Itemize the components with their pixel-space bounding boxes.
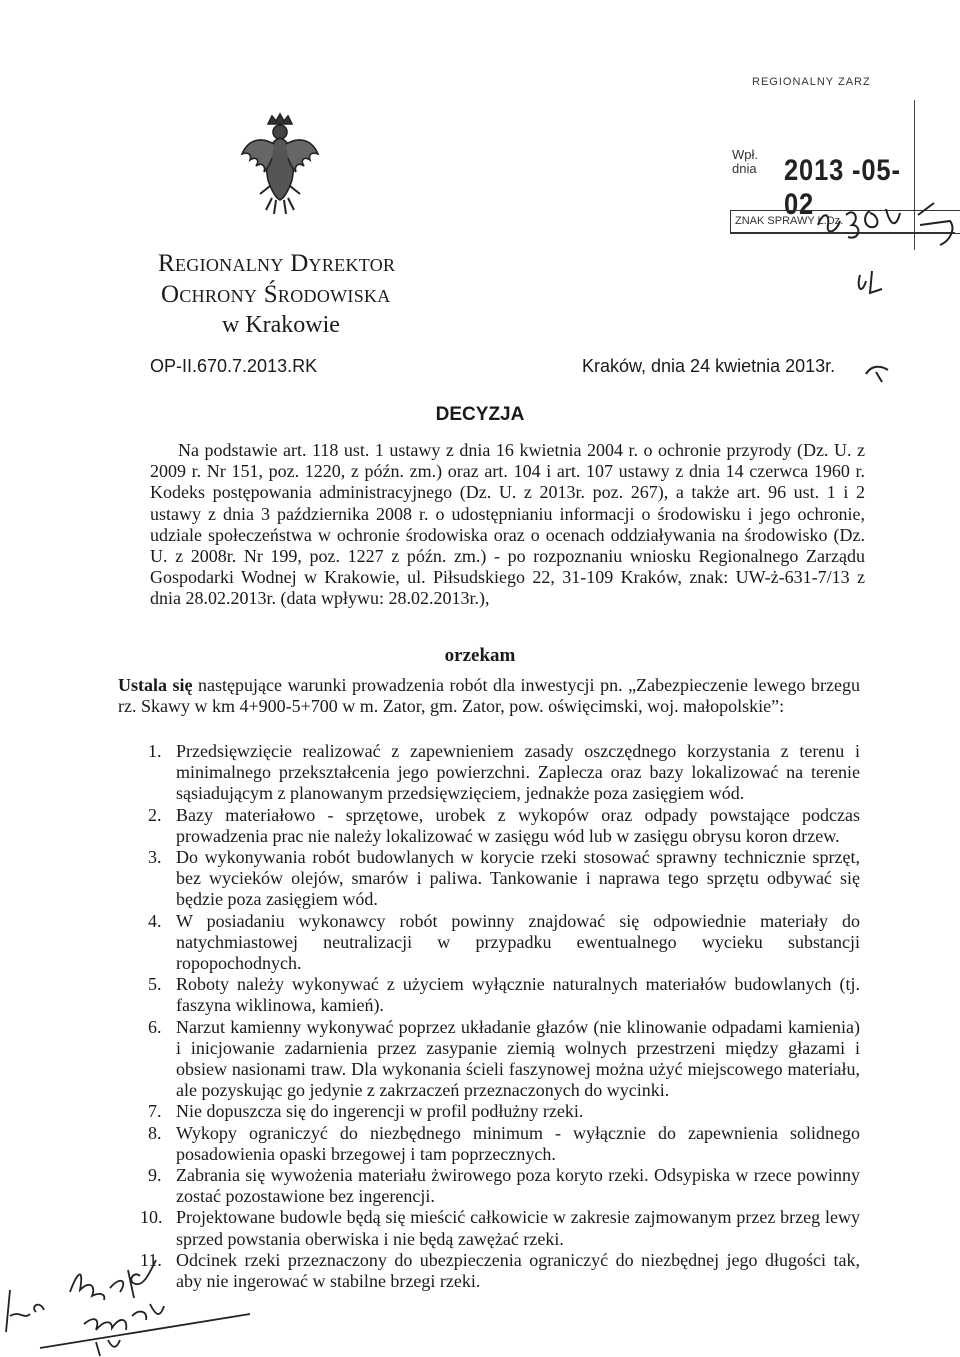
document-title: DECYZJA (435, 404, 525, 425)
place-and-date: Kraków, dnia 24 kwietnia 2013r. (582, 356, 836, 376)
case-reference: OP-II.670.7.2013.RK (150, 356, 318, 376)
stamp-received-label-2: dnia (732, 161, 757, 176)
list-item-text: Nie dopuszcza się do ingerencji w profil podłużny rzeki. (176, 1101, 584, 1122)
legal-basis-paragraph: Na podstawie art. 118 ust. 1 ustawy z dnia 16 kwietnia 2004 r. o ochronie przyrody (Dz. U. z 2009 r. Nr 151, poz. 1220, z późn. zm.) oraz art. 104 i art. 107 ustawy z dnia 14 czerwca 1960 r. Kodeks postępowania administracyjnego (Dz. U. z 2013r. poz. 267), a także art. 96 ust. 1 i 2 ustawy z dnia 3 października 2008 r. o udostępnianiu informacji o środowisku i jego ochronie, udziale społeczeństwa w ochronie środowiska oraz o ocenach oddziaływania na środowisko (Dz. U. z 2008r. Nr 199, poz. 1227 z późn. zm.) - po rozpoznaniu wniosku Regionalnego Zarządu Gospodarki Wodnej w Krakowie, ul. Piłsudskiego 22, 31-109 Kraków, znak: UW-ż-631-7/13 z dnia 28.02.2013r. (data wpływu: 28.02.2013r.), (150, 440, 865, 609)
list-item-text: Wykopy ograniczyć do niezbędnego minimum - wyłącznie do zapewnienia solidnego posadowienia opaski brzegowej i tam poprzecznych. (176, 1122, 860, 1164)
list-item-number: 1. (148, 741, 162, 761)
authority-line-2: Ochrony Środowiska (161, 281, 391, 308)
list-item-text: Odcinek rzeki przeznaczony do ubezpieczenia ograniczyć do niezbędnej jego długości tak, aby nie ingerować w stabilne brzegi rzeki. (176, 1249, 860, 1292)
list-item-number: 6. (148, 1016, 162, 1037)
list-item-number: 11. (140, 1249, 162, 1270)
stamp-received-label-1: Wpł. (732, 147, 758, 162)
list-item-number: 8. (148, 1122, 162, 1143)
list-item-text: Bazy materiałowo - sprzętowe, urobek z wykopów oraz odpady powstające podczas prowadzenia prac nie należy lokalizować w zasięgu wód lub w zasięgu obrysu koron drzew. (176, 804, 860, 846)
list-item-number: 7. (148, 1101, 162, 1122)
list-item-number: 5. (148, 974, 162, 995)
list-item-text: Roboty należy wykonywać z użyciem wyłącznie naturalnych materiałów budowlanych (tj. faszyna wiklinowa, kamień). (176, 974, 860, 1016)
authority-line-1: Regionalny Dyrektor (158, 250, 396, 277)
list-item-number: 10. (140, 1207, 163, 1228)
list-item (148, 847, 860, 911)
stamp-title: REGIONALNY ZARZ (752, 76, 871, 88)
conditions-list (140, 741, 860, 1292)
list-item (148, 1017, 860, 1102)
determination-lead: Ustala się (118, 675, 193, 695)
authority-line-3: w Krakowie (222, 312, 340, 338)
authority-header (158, 248, 478, 341)
handwritten-signature-icon (0, 1220, 260, 1357)
eagle-emblem-icon (238, 110, 322, 218)
list-item-text: Przedsięwzięcie realizować z zapewnieniem zasady oszczędnego korzystania z terenu i minimalnego przekształcenia jego powierzchni. Zaplecza oraz bazy lokalizować na terenie sąsiadującym z planowanym przedsięwzięciem, jednakże poza zasięgiem wód. (176, 741, 860, 804)
stamp-date: 2013 -05- 02 (784, 154, 901, 221)
list-item (148, 1165, 860, 1207)
list-item (148, 1101, 860, 1122)
list-item-number: 4. (148, 910, 162, 931)
list-item-number: 2. (148, 804, 162, 825)
list-item (148, 741, 860, 805)
list-item-text: Zabrania się wywożenia materiału żwirowego poza koryto rzeki. Odsypiska w rzece powinny zostać pozostawione bez ingerencji. (176, 1165, 860, 1207)
ruling-heading: orzekam (444, 645, 516, 666)
list-item-text: Do wykonywania robót budowlanych w korycie rzeki stosować sprawny technicznie sprzęt, bez wycieków olejów, smarów i paliwa. Tankowanie i naprawa tego sprzętu odbywać się będzie poza zasięgiem wód. (176, 847, 860, 910)
handwritten-annotation-icon (800, 185, 960, 305)
determination-paragraph (118, 675, 860, 717)
list-item (148, 974, 860, 1016)
list-item-number: 9. (148, 1165, 162, 1186)
list-item (148, 911, 860, 975)
list-item-text: W posiadaniu wykonawcy robót powinny znajdować się odpowiednie materiały do natychmiastowej neutralizacji w przypadku ewentualnego wycieku substancji ropopochodnych. (176, 910, 860, 974)
handwritten-mark-icon (862, 360, 892, 384)
list-item-number: 3. (148, 847, 162, 868)
stamp-received-label (732, 148, 758, 176)
list-item-text: Projektowane budowle będą się mieścić całkowicie w zakresie zajmowanym przez brzeg lewy sprzed powstania oberwiska i nie będą zawężać rzeki. (176, 1207, 860, 1249)
determination-text: następujące warunki prowadzenia robót dla inwestycji pn. „Zabezpieczenie lewego brzegu rz. Skawy w km 4+900-5+700 w m. Zator, gm. Zator, pow. oświęcimski, woj. małopolskie”: (118, 675, 860, 717)
stamp-case-label: ZNAK SPRAWY L.Dz. (735, 215, 844, 227)
list-item (148, 805, 860, 847)
list-item (148, 1123, 860, 1165)
list-item-text: Narzut kamienny wykonywać poprzez układanie głazów (nie klinowanie odpadami kamienia) i inicjowanie zadarnienia przez zasypanie ziemią wolnych przestrzeni między głazami i obsiew nasionami traw. Dla wykonania ścieli faszynowej można użyć miejscowego materiału, ale pozyskując go jedynie z zakrzaczeń przeznaczonych do wycinki. (176, 1016, 860, 1101)
